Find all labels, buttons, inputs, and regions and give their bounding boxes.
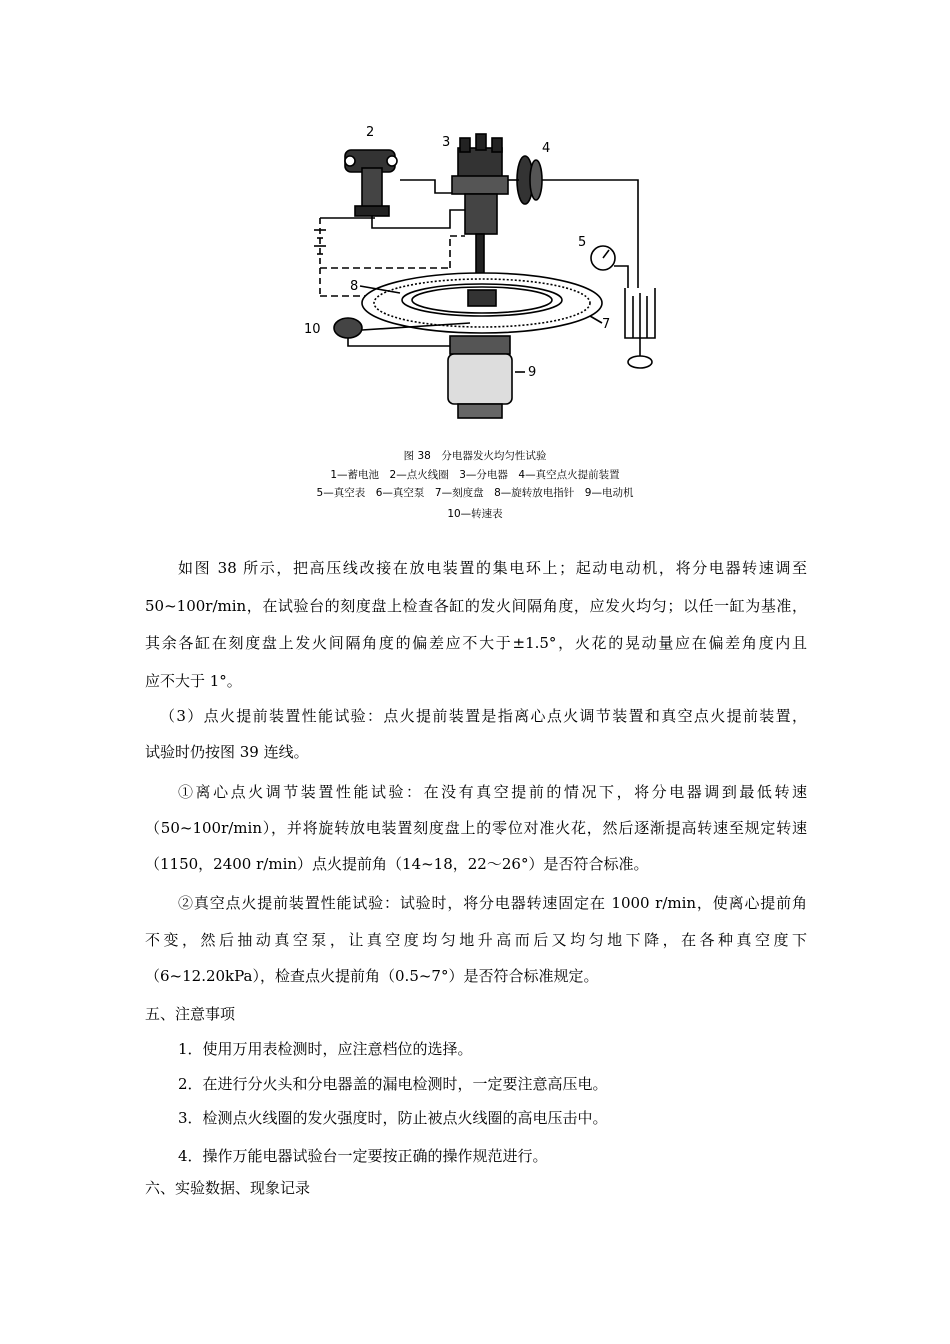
note-item: 4．操作万能电器试验台一定要按正确的操作规范进行。 — [178, 1147, 548, 1165]
test-rig-illustration — [300, 118, 670, 428]
paragraph-line: ①离心点火调节装置性能试验：在没有真空提前的情况下，将分电器调到最低转速 — [178, 783, 807, 801]
callout-7: 7 — [602, 317, 611, 332]
paragraph-line: （50~100r/min），并将旋转放电装置刻度盘上的零位对准火花，然后逐渐提高转速至规定转速 — [145, 819, 807, 837]
paragraph-line: 试验时仍按图 39 连线。 — [145, 743, 309, 761]
callout-9: 9 — [528, 365, 537, 380]
paragraph-line: 不变，然后抽动真空泵，让真空度均匀地升高而后又均匀地下降，在各种真空度下 — [145, 931, 807, 949]
paragraph-line: 如图 38 所示，把高压线改接在放电装置的集电环上；起动电动机，将分电器转速调至 — [178, 559, 807, 577]
figure-legend-line: 1—蓄电池 2—点火线圈 3—分电器 4—真空点火提前装置 — [330, 469, 620, 481]
paragraph-line: （3）点火提前装置性能试验：点火提前装置是指离心点火调节装置和真空点火提前装置， — [160, 707, 807, 725]
figure-caption-title: 图 38 分电器发火均匀性试验 — [403, 450, 547, 462]
figure-legend-line: 10—转速表 — [447, 508, 503, 520]
callout-5: 5 — [578, 235, 587, 250]
paragraph-line: 50~100r/min，在试验台的刻度盘上检查各缸的发火间隔角度，应发火均匀；以任一缸为基准， — [145, 597, 807, 615]
paragraph-line: 应不大于 1°。 — [145, 672, 242, 690]
callout-8: 8 — [350, 279, 359, 294]
paragraph-line: （1150，2400 r/min）点火提前角（14~18，22～26°）是否符合标准。 — [145, 855, 649, 873]
note-item: 2．在进行分火头和分电器盖的漏电检测时，一定要注意高压电。 — [178, 1075, 608, 1093]
paragraph-line: （6~12.20kPa），检查点火提前角（0.5~7°）是否符合标准规定。 — [145, 967, 599, 985]
paragraph-line: ②真空点火提前装置性能试验：试验时，将分电器转速固定在 1000 r/min，使离心提前角 — [178, 894, 807, 912]
section-heading: 六、实验数据、现象记录 — [145, 1179, 311, 1197]
paragraph-line: 其余各缸在刻度盘上发火间隔角度的偏差应不大于±1.5°，火花的晃动量应在偏差角度内且 — [145, 634, 807, 652]
figure-legend-line: 5—真空表 6—真空泵 7—刻度盘 8—旋转放电指针 9—电动机 — [316, 487, 634, 499]
note-item: 1．使用万用表检测时，应注意档位的选择。 — [178, 1040, 473, 1058]
callout-3: 3 — [442, 135, 451, 150]
callout-2: 2 — [366, 125, 375, 140]
section-heading: 五、注意事项 — [145, 1005, 236, 1023]
callout-10: 10 — [304, 322, 321, 337]
callout-4: 4 — [542, 141, 551, 156]
note-item: 3．检测点火线圈的发火强度时，防止被点火线圈的高电压击中。 — [178, 1109, 608, 1127]
